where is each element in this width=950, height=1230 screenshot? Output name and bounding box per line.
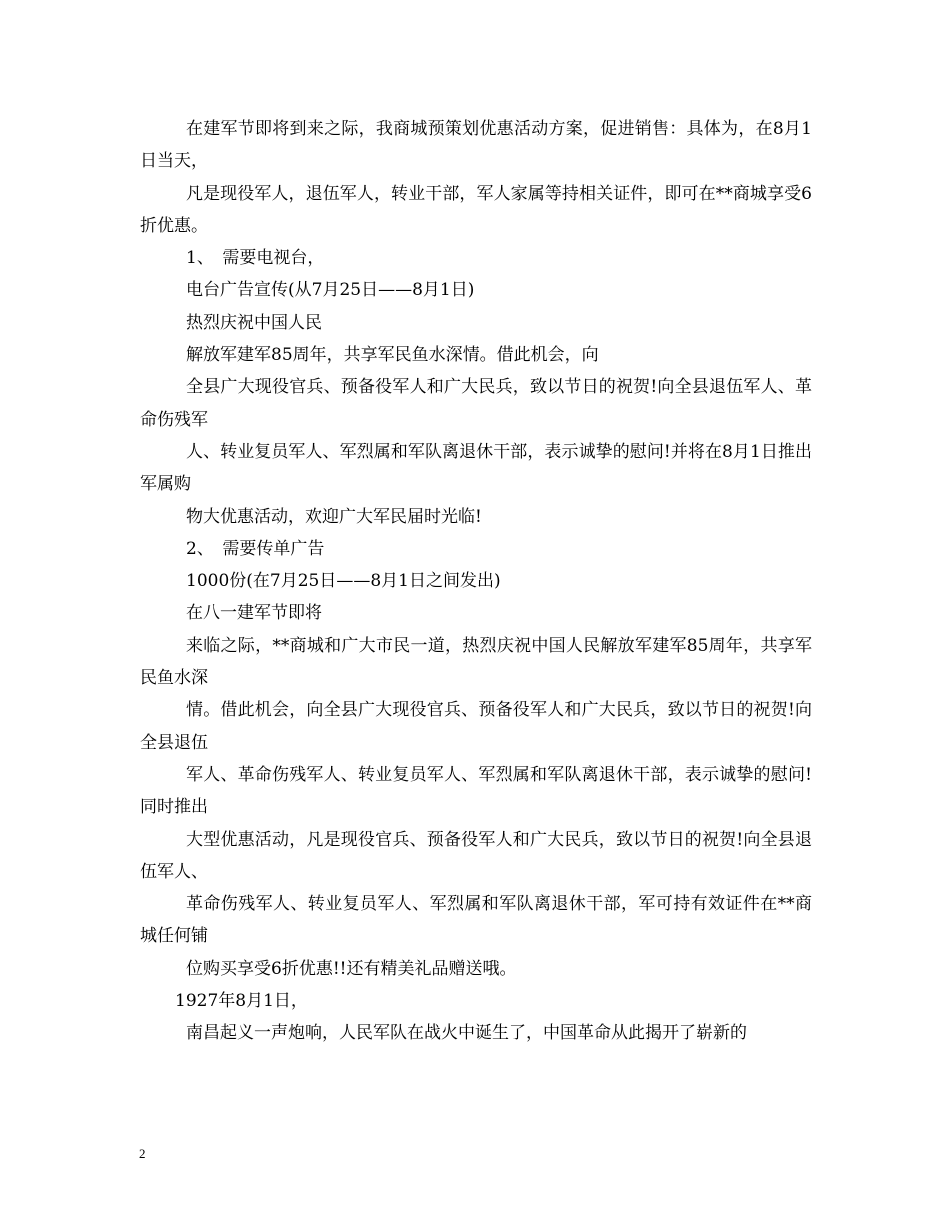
paragraph-17: 革命伤残军人、转业复员军人、军烈属和军队离退休干部，军可持有效证件在**商城任何铺	[140, 894, 812, 947]
paragraph-5: 热烈庆祝中国人民	[186, 312, 322, 333]
paragraph-18: 位购买享受6折优惠!!还有精美礼品赠送哦。	[186, 958, 517, 979]
paragraph-6: 解放军建军85周年，共享军民鱼水深情。借此机会，向	[186, 345, 599, 366]
paragraph-14: 情。借此机会，向全县广大现役官兵、预备役军人和广大民兵，致以节日的祝贺!向全县退伍	[140, 700, 812, 753]
paragraph-13: 来临之际，**商城和广大市民一道，热烈庆祝中国人民解放军建军85周年，共享军民鱼水深	[140, 635, 812, 689]
paragraph-11: 1000份(在7月25日——8月1日之间发出)	[186, 571, 501, 592]
paragraph-19: 1927年8月1日，	[175, 991, 308, 1012]
paragraph-20: 南昌起义一声炮响，人民军队在战火中诞生了，中国革命从此揭开了崭新的	[186, 1023, 747, 1044]
paragraph-9: 物大优惠活动，欢迎广大军民届时光临!	[186, 506, 482, 527]
paragraph-12: 在八一建军节即将	[186, 603, 322, 624]
paragraph-7: 全县广大现役官兵、预备役军人和广大民兵，致以节日的祝贺!向全县退伍军人、革命伤残军	[140, 377, 812, 430]
paragraph-1: 在建军节即将到来之际，我商城预策划优惠活动方案，促进销售：具体为，在8月1日当天，	[140, 119, 812, 172]
paragraph-10: 2、 需要传单广告	[186, 538, 325, 559]
paragraph-2: 凡是现役军人，退伍军人，转业干部，军人家属等持相关证件，即可在**商城享受6折优惠。	[140, 183, 812, 236]
paragraph-15: 军人、革命伤残军人、转业复员军人、军烈属和军队离退休干部，表示诚挚的慰问!同时推出	[140, 764, 812, 818]
paragraph-8: 人、转业复员军人、军烈属和军队离退休干部，表示诚挚的慰问!并将在8月1日推出军属购	[140, 441, 812, 495]
page-number: 2	[139, 1146, 146, 1161]
paragraph-3: 1、 需要电视台，	[186, 248, 325, 269]
paragraph-4: 电台广告宣传(从7月25日——8月1日)	[186, 280, 475, 301]
document-body	[140, 113, 812, 1050]
paragraph-16: 大型优惠活动，凡是现役官兵、预备役军人和广大民兵，致以节日的祝贺!向全县退伍军人、	[140, 829, 812, 882]
